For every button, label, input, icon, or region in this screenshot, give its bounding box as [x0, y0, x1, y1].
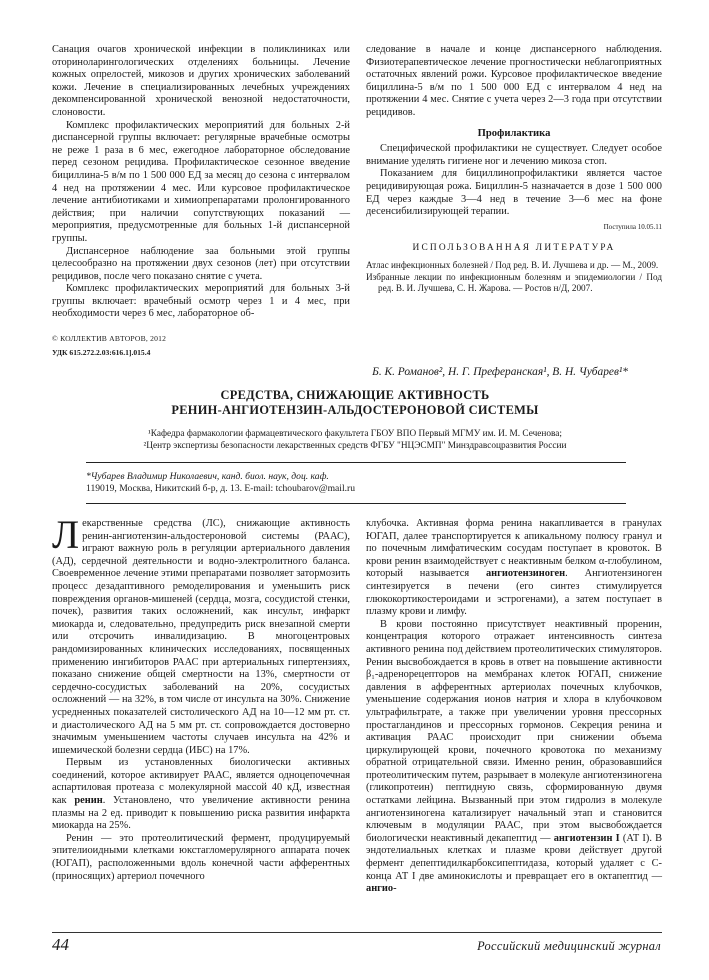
- reference-item: [366, 272, 662, 295]
- article-title: [52, 388, 658, 418]
- drop-cap: Л: [52, 512, 80, 557]
- paragraph: Комплекс профилактических мероприятий для больных 3-й группы включает: врачебный осмотр через 1 и 4 мес, при необходимости через 6 мес, лабораторное об-: [52, 283, 350, 320]
- affiliation-line: ²Центр экспертизы безопасности лекарственных средств ФГБУ "НЦЭСМП" Минздравсоцразвития России: [143, 441, 567, 452]
- copyright-line: © КОЛЛЕКТИВ АВТОРОВ, 2012: [52, 334, 167, 343]
- term-renin: ренин: [74, 795, 103, 807]
- journal-name: Российский медицинский журнал: [477, 939, 661, 953]
- paragraph: [52, 757, 350, 833]
- received-date: Поступила 10.05.11: [603, 222, 662, 231]
- section-heading-prophylaxis: Профилактика: [477, 127, 551, 139]
- paragraph: Диспансерное наблюдение заа больными этой группы целесообразно на протяжении двух сезонов (лет) при отсутствии рецидивов, после чего показано снятие с учета.: [52, 245, 350, 282]
- paragraph-text: екарственные средства (ЛС), снижающие активность ренин-ангиотензин-альдостероновой системы (РААС), играют важную роль в регуляции артериального давления (АД), сердечной деятельности и водно-электролитного баланса. Своевременное лечение этими препаратами позволяет затормозить процесс дезадаптивного ремоделирования и уменьшить риск повреждения органов-мишеней (сердца, мозга, сосудистой стенки, почек), развития таких осложнений, как инсульт, инфаркт миокарда и, следовательно, предупредить риск внезапной смерти или отсрочить инвалидизацию. В многоцентровых рандомизированных клинических исследованиях, посвященных применению ингибиторов РААС при артериальных гипертензиях, показано снижение общей смертности на 13%, смертности от сердечно-сосудистых заболеваний на 20%, сосудистых осложнений — на 32%, в том числе от инсульта на 30%. Снижение усредненных показателей систолического АД на 10—12 мм рт. ст. и диастолического АД на 5 мм рт. ст. сопровождается достоверно значимым уменьшением частоты случаев инсульта на 42% и ишемической болезни сердца (ИБС) на 17%.: [52, 518, 350, 756]
- affiliation-line: ¹Кафедра фармакологии фармацевтического факультета ГБОУ ВПО Первый МГМУ им. И. М. Сеченова;: [147, 429, 563, 439]
- references-heading: ИСПОЛЬЗОВАННАЯ ЛИТЕРАТУРА: [412, 242, 616, 253]
- divider: [86, 503, 626, 504]
- divider: [86, 462, 626, 463]
- title-line: РЕНИН-АНГИОТЕНЗИН-АЛЬДОСТЕРОНОВОЙ СИСТЕМЫ: [171, 403, 539, 417]
- article-authors: Б. К. Романов², Н. Г. Преферанская¹, В. Н. Чубарев¹*: [372, 366, 628, 378]
- title-line: СРЕДСТВА, СНИЖАЮЩИЕ АКТИВНОСТЬ: [220, 388, 490, 402]
- paragraph: Санация очагов хронической инфекции в поликлиниках или оториноларингологических отделениях больницы. Лечение кожных опрелостей, микозов и других хронических заболеваний кожи. Лечение в специализированных лечебных учреждениях декомпенсированной хронической венозной недостаточности, слоновости.: [52, 44, 350, 118]
- paragraph: [52, 512, 350, 757]
- paragraph: [366, 619, 662, 896]
- reference-text: Избранные лекции по инфекционным болезням и эпидемиологии / Под ред. В. И. Лучшева, С. Н. Жарова. — Ростов н/Д, 2007.: [366, 271, 662, 294]
- paragraph-text: (АТ I). В эндотелиальных клетках и плазме крови действует другой фермент депептидилкарбоксипептидаза, который удаляет с С-конца АТ I две аминокислоты и превращает его в октапептид —: [366, 832, 662, 882]
- body-left-column: [52, 512, 350, 883]
- page-number: 44: [52, 935, 69, 954]
- paragraph-text: В крови постоянно присутствует неактивный проренин, концентрация которого отражает интенсивность синтеза активного ренина под действием протеолитических стимуляторов. Ренин высвобождается в кровь в ответ на повышение активности β₁-адренорецепторов на мембранах клеток ЮГАП, снижение давления в афферентных артериолах почечных клубочков, уменьшение содержания ионов натрия и хлора в клубочковом ультрафильтрате, а также при увеличении уровня прессорных простагландинов и прессорных гормонов. Секреция ренина и активация РААС происходит при снижении объема циркулирующей крови, почечного кровотока по механизму обратной отрицательной связи. Именно ренин, образовавшийся протеолитическим путем, разрывает в молекуле ангиотензиногена (гликопротеин) пептидную связь, сформированную двумя остатками лейцина. Вызванный при этом гидролиз в молекуле ангиотензиногена катализирует начальный этап и становится ключевым в модуляции РААС, при этом высвобождается биологически неактивный декапептид —: [366, 618, 662, 844]
- reference-text: Атлас инфекционных болезней / Под ред. В. И. Лучшева и др. — М., 2009.: [366, 260, 659, 271]
- footer-divider: [52, 932, 662, 933]
- top-right-column: [366, 44, 662, 295]
- paragraph-text: . Ангиотензиноген синтезируется в печени (его синтез стимулируется глюкокортикостероидами и эстрогенами), а затем поступает в плазму крови и лимфу.: [366, 568, 662, 618]
- paragraph-text: Первым из установленных биологически активных соединений, которое активирует РААС, является одноцепочечная аспартиловая протеаза с молекулярной массой 40 кД, известная как: [52, 757, 350, 807]
- top-left-column: [52, 44, 350, 321]
- correspondence-block: [86, 471, 626, 496]
- affiliations: [52, 428, 658, 452]
- paragraph-text: клубочка. Активная форма ренина накапливается в гранулах ЮГАП, далее транспортируется к апикальному полюсу гранул и по почечным лимфатическим сосудам поступает в кровоток. В крови ренин взаимодействует с неактивным белком α-глобулином, который называется: [366, 518, 662, 580]
- term-angiotensinogen: ангиотензиноген: [485, 568, 566, 580]
- paragraph: [366, 518, 662, 619]
- paragraph: Специфической профилактики не существует. Следует особое внимание уделять гигиене ног и лечению микоза стоп.: [366, 143, 662, 167]
- paragraph: следование в начале и конце диспансерного наблюдения. Физиотерапевтическое лечение прогностически неблагоприятных остаточных явлений рожи. Курсовое профилактическое введение бициллина-5 в/м по 1 500 000 ЕД с интервалом 4 нед на протяжении 4 мес. Снятие с учета через 2—3 года при отсутствии рецидивов.: [366, 44, 662, 118]
- term-angiotensin-ii: ангио-: [366, 883, 397, 895]
- paragraph-text: . Установлено, что увеличение активности ренина плазмы на 2 ед. приводит к повышению риска развития инфаркта миокарда на 25%.: [52, 795, 350, 832]
- term-angiotensin-i: ангиотензин I: [553, 832, 620, 844]
- paragraph: Показанием для бициллинопрофилактики является частое рецидивирующая рожа. Бициллин-5 назначается в дозе 1 500 000 ЕД через каждые 3—4 нед в течение 3—6 мес на фоне десенсибилизирующей терапии.: [366, 168, 662, 218]
- correspondence-author: *Чубарев Владимир Николаевич, канд. биол. наук, доц. каф.: [86, 471, 329, 482]
- body-right-column: [366, 518, 662, 896]
- paragraph: Ренин — это протеолитический фермент, продуцируемый эпителиоидными клетками юкстагломерулярного аппарата почек (ЮГАП), расположенными вдоль конечной части афферентных (приносящих) артериол почечного: [52, 832, 350, 882]
- udc-code: УДК 615.272.2.03:616.1].015.4: [52, 348, 151, 357]
- paragraph: Комплекс профилактических мероприятий для больных 2-й диспансерной группы включает: регулярные врачебные осмотры не реже 1 раза в 6 мес, ежегодное лабораторное обследование перед сезоном рецидива. Профилактическое сезонное введение бициллина-5 в/м по 1 500 000 ЕД за месяц до сезона с интервалом 4 нед на протяжении 4 мес. Или курсовое профилактическое лечение антибиотиками и химиопрепаратами пролонгированного действия; при наличии сопутствующих показаний — мероприятия, предусмотренные для больных 1-й диспансерной группы.: [52, 119, 350, 244]
- reference-item: [366, 260, 662, 271]
- correspondence-address: 119019, Москва, Никитский б-р, д. 13. E-mail: tchoubarov@mail.ru: [86, 483, 356, 495]
